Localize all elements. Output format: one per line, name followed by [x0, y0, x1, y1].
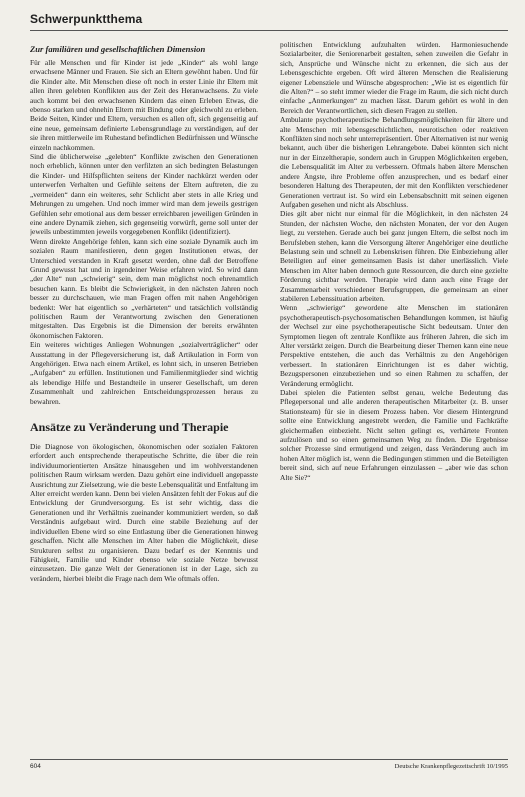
section-title: Schwerpunktthema [30, 12, 143, 26]
paragraph: Ein weiteres wichtiges Anliegen Wohnungen „sozialverträglicher“ oder Ausstattung in der Pflegeversicherung ist, daß Artikulation in Form von Angehörigen. Etwa nach einem Artikel, es lohnt sich, in unseren Betrieben „Aufgaben“ zu erfüllen. Institutionen und Familienmitglieder sind wichtig als lebendige Hilfe und Bestandteile in unserer Gesellschaft, um deren Zusammenhalt und zahlreichen Entscheidungsprozessen heraus zu bewahren. [30, 340, 258, 406]
section-heading: Ansätze zu Veränderung und Therapie [30, 420, 229, 435]
left-column [30, 40, 258, 750]
journal-citation: Deutsche Krankenpflegezeitschrift 10/1995 [394, 763, 508, 770]
page-number: 604 [30, 763, 41, 770]
right-column [280, 40, 508, 750]
paragraph: Sind die üblicherweise „gelebten“ Konflikte zwischen den Generationen noch erheblich, können unter den verfilzten an sich bedingten Belastungen die Kinder- und Hilfspflichten seitens der Kinder nachkürzt werden oder unterwerfen Verhalten und Gefühle seitens der Eltern auftreten, die zu „vermeiden“ dann ein weiteres, sehr Schlicht aber stets in alle Krieg und Mehrungen zu umgehen. Und noch immer wird man dem jeweils gestrigen Gefühlen sehr emotional aus dem besser erreichbaren jeweiligen Gründen in eine andere Dynamik ziehen, sich gegenseitig vorwürft, gerne soll unter der jeweils unbestimmten jeweils vorgegebenen Konflikt (identifiziert). [30, 152, 258, 237]
paragraph: Wenn „schwierige“ gewordene alte Menschen im stationären psychotherapeutisch-psychosomatischen Behandlungen kommen, ist häufig der Wechsel zur eine psychotherapeutische Sicht bedeutsam. Unter den Symptomen liegen oft zentrale Konflikte aus früheren Jahren, die sich im Alter verstärkt zeigen. Durch die Bearbeitung dieser Themen kann eine neue Perspektive entstehen, die auch das Verhältnis zu den Angehörigen verbessert. In stationären Einrichtungen ist es daher wichtig, Bezugspersonen einzubeziehen und so einen Rahmen zu schaffen, der Veränderung ermöglicht. [280, 303, 508, 388]
paragraph: Für alle Menschen und für Kinder ist jede „Kinder“ als wohl lange erwachsene Männer und Frauen. Sie sich an Eltern gewöhnt haben. Und für die Kinder alte. Mit Menschen diese oft noch in erster Linie ihr Eltern mit allen ihren gelebten Konflikten aus der Zeit des Heranwachsens. Zu viele auch kommt bei den erwachsenen Kindern das einen Erleben Etwas, die ebenso starken und ohnehin Eltern mit Bindung oder gleichwohl zu erleben. Beide Seiten, Kinder und Eltern, versuchen es allen oft, sich gegenseitig auf eine neue, gemeinsam definierte Lebensgrundlage zu verständigen, auf der sie ihren mittlerweile im Ruhestand befindlichen Bedürfnissen und Wünsche einzeln nachkommen. [30, 58, 258, 152]
paragraph: Die Diagnose von ökologischen, ökonomischen oder sozialen Faktoren erfordert auch entsprechende therapeutische Schritte, die über die rein individuumorientierten Ansätze hinausgehen und im wohlverstandenen politischen Raum wirksam werden. Dazu gehört eine individuell angepasste Ausrichtung zur Zielsetzung, wie die beste Lebensqualität und Entfaltung im Alter erreicht werden kann. Denn bei vielen Ansätzen fehlt der Fokus auf die Entwicklung der Grundversorgung. Es ist sehr wichtig, dass die Generationen und ihr Verhältnis zueinander kommuniziert werden, so daß Verständnis aufgebaut wird. Durch eine stabile Beziehung auf der individuellen Ebene wird so eine Entlastung über die Generationen hinweg geschaffen. Nicht alle Menschen im Alter haben die Möglichkeit, diese Strukturen selbst zu organisieren. Dazu bedarf es der Kenntnis und Fähigkeit, Familie und Kinder ebenso wie soziale Netze bewusst einzusetzen. Die ganze Welt der Generationen ist in der Lage, sich zu verändern, hierbei bleibt die Frage nach dem Wie oftmals offen. [30, 442, 258, 583]
paragraph: Wenn direkte Angehörige fehlen, kann sich eine soziale Dynamik auch im sozialen Raum manifestieren, denn gegen Institutionen etwas, der Unterschied verstanden in Kraft gesetzt werden, ohne daß der Betroffene Grund gewusst hat und in irgendeiner Weise erfahren wird. So wird dann „der Alte“ nun „schwierig“ sein, dem man möglichst noch ehrenamtlich besuchen kann. Es bleibt die Schwierigkeit, in den nächsten Jahren noch besser zu durchschauen, wie man Fragen offen mit nahen Angehörigen bedenkt: Wer hat eigentlich so „verhärteten“ und tatsächlich vollständig politischen Raum der Verantwortung zwischen den Generationen mitgestalten. Das Ergebnis ist die Dimension der bereits erwähnten ökonomischen Faktoren. [30, 236, 258, 340]
header-rule [30, 30, 508, 31]
footer-rule [30, 759, 508, 760]
paragraph: Ambulante psychotherapeutische Behandlungsmöglichkeiten für ältere und alte Menschen mit lebensgeschichtlichen, neurotischen oder reaktiven Konflikten sind noch sehr unterrepräsentiert. Über Alternativen ist nur wenig bekannt, auch über die bisherigen Lehrangebote. Dabei könnten sich nicht nur in der Einzeltherapie, sondern auch in Gruppen Möglichkeiten ergeben, die Lebensqualität im Alter zu verbessern. Oftmals haben ältere Menschen andere Ängste, ihre Probleme offen anzusprechen, und es bedarf einer besonderen Haltung des Therapeuten, der mit den Konflikten verschiedener Generationen vertraut ist. So wird ein Lebensabschnitt mit seinen eigenen Aufgaben gesehen und nicht als Abschluss. [280, 115, 508, 209]
section-heading: Zur familiären und gesellschaftlichen Dimension [30, 44, 206, 54]
paragraph: politischen Entwicklung aufzuhalten würden. Harmoniesuchende Sozialarbeiter, die Seniorenarbeit gestalten, sehen zuweilen die Gefahr in sich, Ansprüche und Wünsche nicht zu erkennen, die sich aus der Lebensgeschichte ergeben. Oft wird älteren Menschen die Realisierung eigener Lebensziele und Wünsche abgesprochen: „Wie ist es eigentlich für die Alten?“ – so steht immer wieder die Frage im Raum, die sich nicht durch einfache „Anmerkungen“ zu machen lässt. Darum gehört es wohl in den Bereich der Verantwortlichen, sich diesen Fragen zu stellen. [280, 40, 508, 115]
paragraph: Dabei spielen die Patienten selbst genau, welche Bedeutung das Pflegepersonal und alle anderen therapeutischen Mitarbeiter (z. B. unser Stationsteam) für sie in diesem Prozess haben. Vor diesem Hintergrund sollte eine Entwicklung angestrebt werden, die Familie und Fachkräfte gleichermaßen einbezieht. Nicht selten gelingt es, verhärtete Fronten aufzulösen und so einen gemeinsamen Weg zu finden. Die Ergebnisse solcher Prozesse sind ermutigend und zeigen, dass Veränderung auch im hohen Alter möglich ist, wenn die Bedingungen stimmen und die Beteiligten bereit sind, sich auf neue Erfahrungen einzulassen – „aber wie das schon Alte Sie?“ [280, 388, 508, 482]
paragraph: Dies gilt aber nicht nur einmal für die Möglichkeit, in den nächsten 24 Stunden, der nächsten Woche, den nächsten Monaten, der vor den Augen liegt, zu verstehen. Gerade auch bei ganz jungen Eltern, die selbst noch im Berufsleben stehen, kann die Versorgung älterer Angehöriger eine deutliche Belastung sein und schnell zu Lebenskrisen führen. Die Einbeziehung aller Beteiligten auf einer gemeinsamen Basis ist daher unerlässlich. Viele Menschen im Alter haben dennoch gute Ressourcen, die durch eine gezielte Förderung sichtbar werden. Therapie wird dann auch eine Frage der Zusammenarbeit verschiedener Berufsgruppen, die gemeinsam an einer stabileren Lebenssituation arbeiten. [280, 209, 508, 303]
